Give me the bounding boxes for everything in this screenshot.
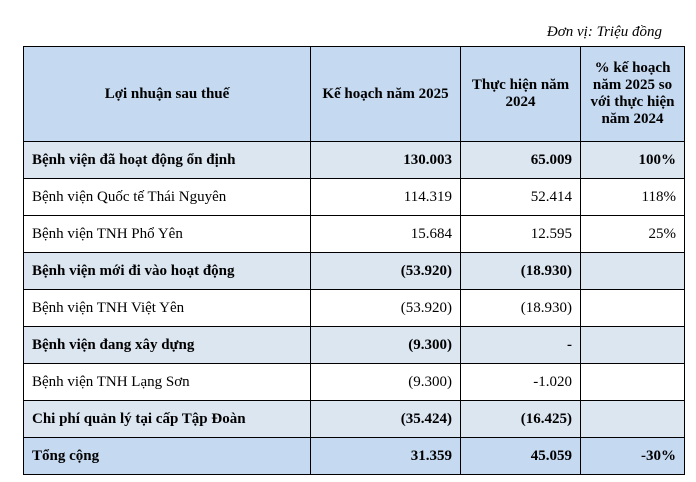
row-name: Bệnh viện đang xây dựng [24, 327, 311, 364]
table-row [24, 364, 685, 401]
row-pct [581, 401, 685, 438]
row-plan-2025: 31.359 [311, 438, 461, 475]
row-plan-2025: (53.920) [311, 290, 461, 327]
row-pct [581, 290, 685, 327]
row-name: Tổng cộng [24, 438, 311, 475]
row-name: Bệnh viện đã hoạt động ổn định [24, 142, 311, 179]
header-plan-2025: Kế hoạch năm 2025 [311, 47, 461, 142]
table-row [24, 401, 685, 438]
row-pct [581, 253, 685, 290]
row-plan-2025: (9.300) [311, 327, 461, 364]
row-plan-2025: (35.424) [311, 401, 461, 438]
row-actual-2024: 12.595 [461, 216, 581, 253]
row-actual-2024: (18.930) [461, 290, 581, 327]
header-actual-2024: Thực hiện năm 2024 [461, 47, 581, 142]
row-actual-2024: -1.020 [461, 364, 581, 401]
unit-note: Đơn vị: Triệu đồng [546, 24, 662, 40]
table-row [24, 253, 685, 290]
table-header-row [24, 47, 685, 142]
row-plan-2025: 15.684 [311, 216, 461, 253]
row-actual-2024: (16.425) [461, 401, 581, 438]
row-name: Bệnh viện TNH Lạng Sơn [24, 364, 311, 401]
row-actual-2024: - [461, 327, 581, 364]
profit-table [23, 46, 685, 475]
row-actual-2024: 65.009 [461, 142, 581, 179]
row-pct: 25% [581, 216, 685, 253]
row-actual-2024: 45.059 [461, 438, 581, 475]
table-total-row [24, 438, 685, 475]
row-name: Bệnh viện TNH Phổ Yên [24, 216, 311, 253]
row-plan-2025: 130.003 [311, 142, 461, 179]
table-row [24, 179, 685, 216]
row-plan-2025: (53.920) [311, 253, 461, 290]
header-profit-after-tax: Lợi nhuận sau thuế [24, 47, 311, 142]
row-name: Bệnh viện Quốc tế Thái Nguyên [24, 179, 311, 216]
row-name: Chi phí quản lý tại cấp Tập Đoàn [24, 401, 311, 438]
row-plan-2025: (9.300) [311, 364, 461, 401]
table-row [24, 142, 685, 179]
row-pct [581, 327, 685, 364]
row-pct: 118% [581, 179, 685, 216]
row-pct: -30% [581, 438, 685, 475]
row-plan-2025: 114.319 [311, 179, 461, 216]
table-row [24, 290, 685, 327]
row-pct [581, 364, 685, 401]
row-actual-2024: (18.930) [461, 253, 581, 290]
table-row [24, 216, 685, 253]
row-pct: 100% [581, 142, 685, 179]
row-actual-2024: 52.414 [461, 179, 581, 216]
header-pct-plan-vs-actual: % kế hoạch năm 2025 so với thực hiện năm 2024 [581, 47, 685, 142]
table-row [24, 327, 685, 364]
row-name: Bệnh viện TNH Việt Yên [24, 290, 311, 327]
row-name: Bệnh viện mới đi vào hoạt động [24, 253, 311, 290]
